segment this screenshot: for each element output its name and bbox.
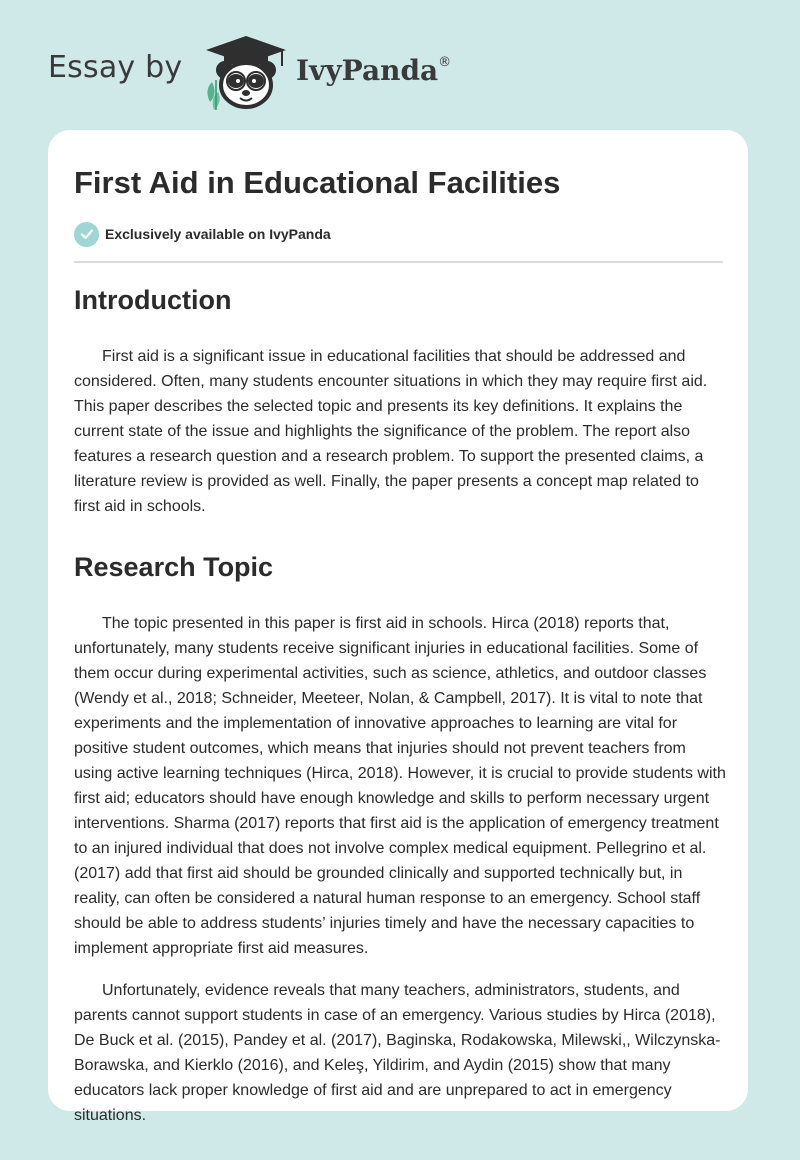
essay-card bbox=[48, 130, 748, 1124]
paragraph: First aid is a significant issue in educational facilities that should be addressed and considered. Often, many students encounter situations in which they may require first aid. This paper describes the selected topic and presents its key definitions. It explains the current state of the issue and highlights the significance of the problem. The report also features a research question and a research problem. To support the presented claims, a literature review is provided as well. Finally, the paper presents a concept map related to first aid in schools. bbox=[74, 348, 708, 515]
divider bbox=[74, 261, 723, 263]
brand-name: IvyPanda bbox=[296, 54, 439, 87]
paragraph: Unfortunately, evidence reveals that many teachers, administrators, students, and parents cannot support students in case of an emergency. Various studies by Hirca (2018), De Buck et al. (2015), Pandey et al. (2017), Baginska, Rodakowska, Milewski,, Wilczynska-Borawska, and Kierklo (2016), and Keleş, Yildirim, and Aydin (2015) show that many educators lack proper knowledge of first aid and are unprepared to act in emergency situations. bbox=[74, 982, 721, 1124]
ivypanda-logo-icon[interactable] bbox=[198, 32, 294, 112]
site-header bbox=[0, 0, 800, 130]
section-heading-research-topic: Research Topic bbox=[74, 552, 274, 582]
paragraph: The topic presented in this paper is first aid in schools. Hirca (2018) reports that, unfortunately, many students receive significant injuries in educational facilities. Some of them occur during experimental activities, such as science, athletics, and outdoor classes (Wendy et al., 2018; Schneider, Meeteer, Nolan, & Campbell, 2017). It is vital to note that experiments and the implementation of innovative approaches to learning are vital for positive student outcomes, which means that injuries should not prevent teachers from using active learning techniques (Hirca, 2018). However, it is crucial to provide students with first aid; educators should have enough knowledge and skills to perform necessary urgent interventions. Sharma (2017) reports that first aid is the application of emergency treatment to an injured individual that does not involve complex medical equipment. Pellegrino et al. (2017) add that first aid should be grounded clinically and supported technically but, in reality, can often be considered a natural human response to an emergency. School staff should be able to address students’ injuries timely and have the necessary capacities to implement appropriate first aid measures. bbox=[74, 615, 726, 957]
ivypanda-brand[interactable] bbox=[296, 54, 451, 87]
exclusive-label: Exclusively available on IvyPanda bbox=[105, 226, 331, 242]
checkmark-icon bbox=[74, 222, 99, 247]
registered-mark: ® bbox=[438, 54, 452, 70]
essay-by-label: Essay by bbox=[48, 50, 183, 85]
essay-content bbox=[74, 282, 726, 1145]
page-title: First Aid in Educational Facilities bbox=[74, 165, 561, 200]
section-heading-introduction: Introduction bbox=[74, 285, 232, 315]
exclusive-badge bbox=[74, 221, 331, 247]
